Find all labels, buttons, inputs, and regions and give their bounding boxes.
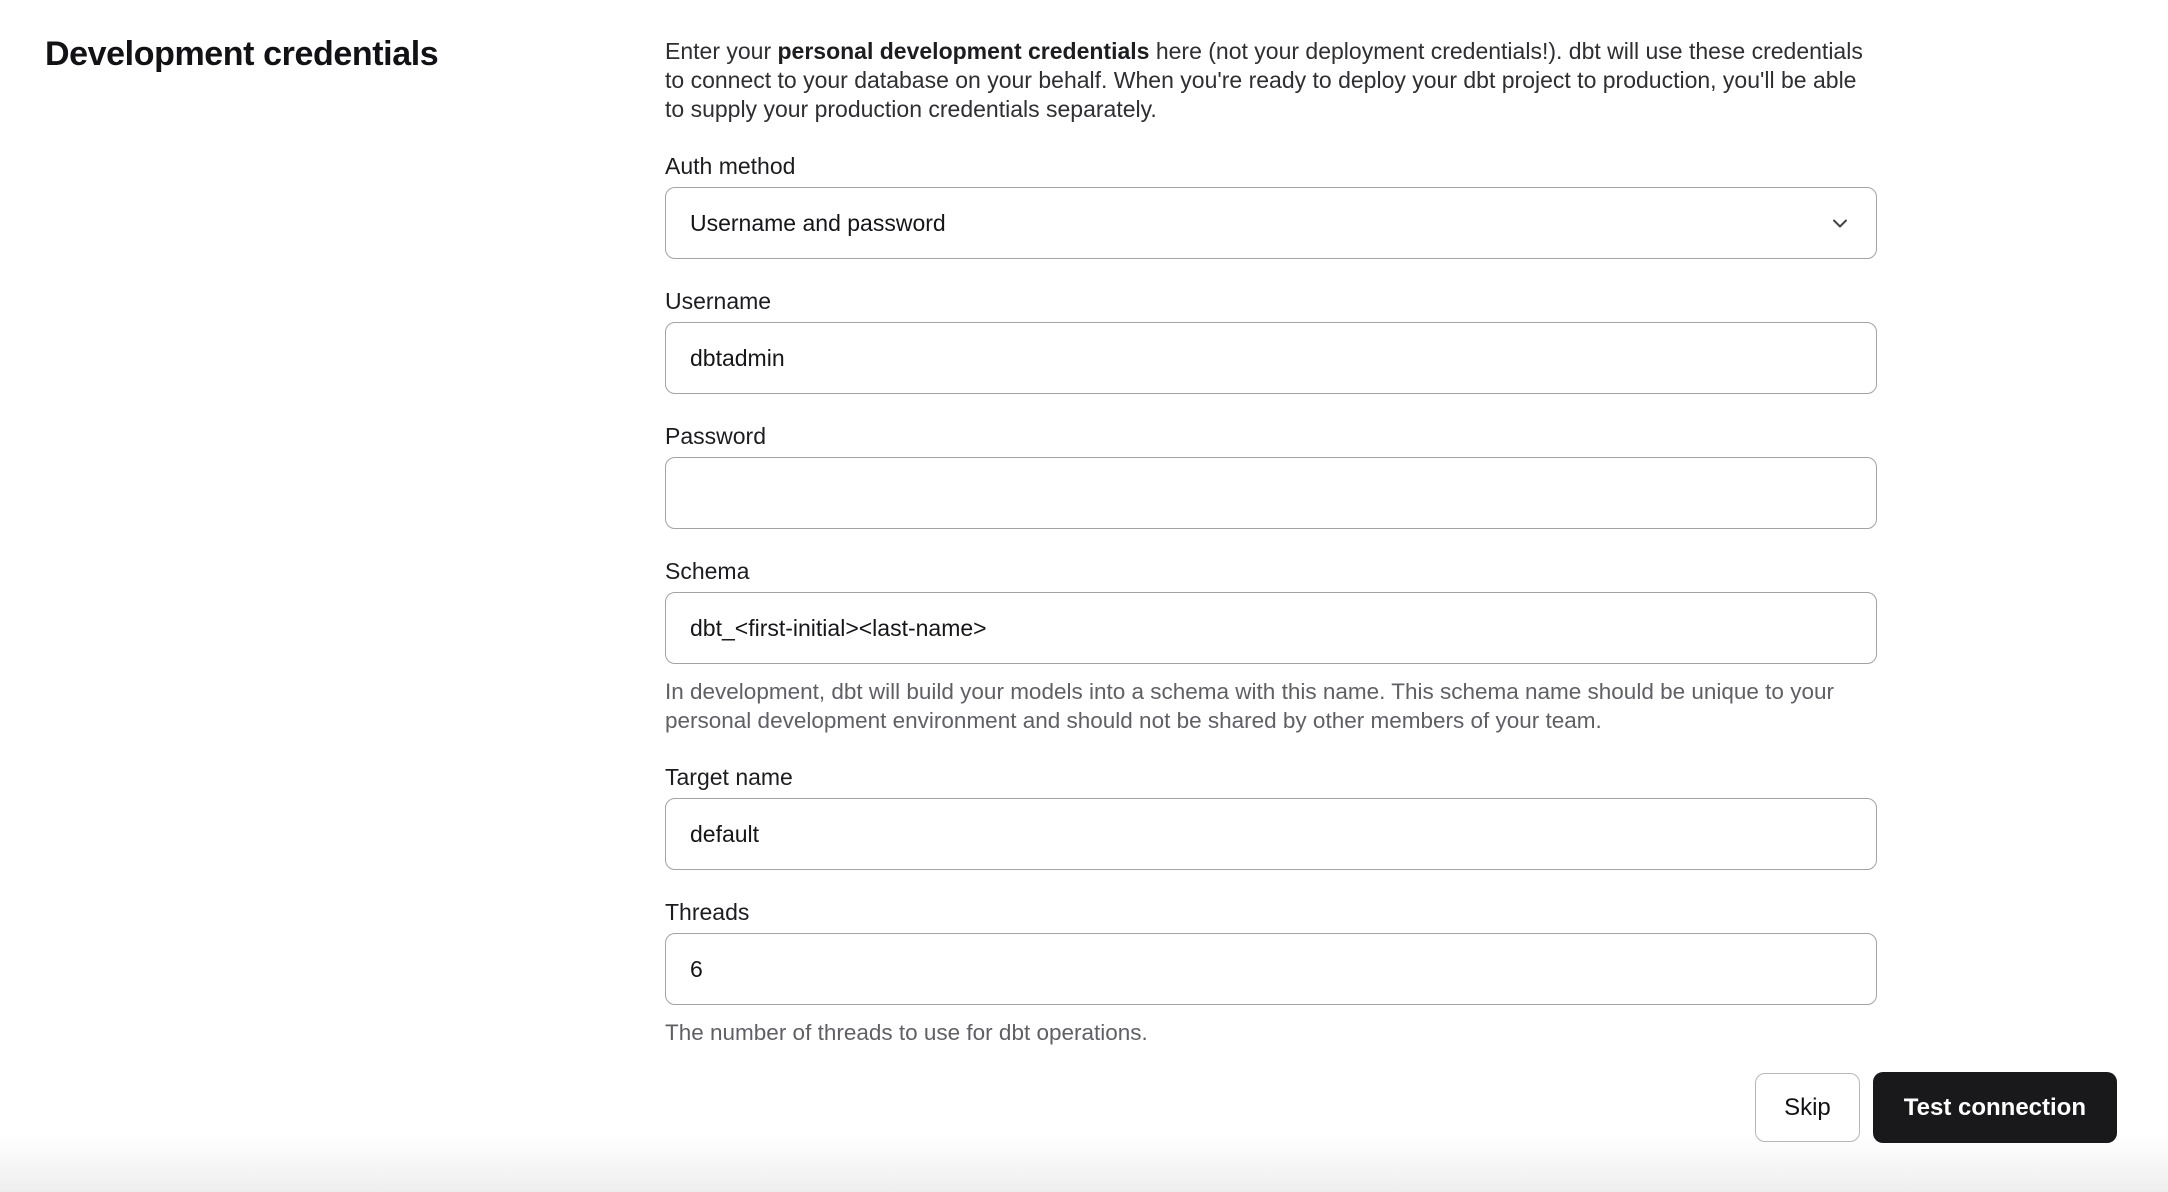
schema-input[interactable] [665,592,1877,664]
password-label: Password [665,423,766,449]
intro-text-suffix: here (not your deployment credentials!). dbt will use these credentials to connect to your database on your behalf. When you're ready to deploy your dbt project to production, you'll be able to supply your production credentials separately. [665,38,1863,122]
threads-input[interactable] [665,933,1877,1005]
threads-help-text: The number of threads to use for dbt operations. [665,1020,1148,1045]
intro-text-bold: personal development credentials [777,38,1150,64]
threads-label: Threads [665,899,750,925]
username-field-group [665,287,1877,394]
footer-actions [1755,1072,2117,1143]
intro-text [665,37,1877,124]
test-connection-button[interactable]: Test connection [1873,1072,2117,1143]
schema-label: Schema [665,558,750,584]
password-field-group [665,422,1877,529]
target-name-label: Target name [665,764,793,790]
intro-text-prefix: Enter your [665,38,778,64]
password-input[interactable] [665,457,1877,529]
threads-field-group [665,898,1877,1047]
target-name-field-group [665,763,1877,870]
schema-field-group [665,557,1877,735]
auth-method-selected-value: Username and password [690,209,946,236]
section-header-column [45,34,665,74]
auth-method-field [665,152,1877,259]
target-name-input[interactable] [665,798,1877,870]
username-label: Username [665,288,772,314]
username-input[interactable] [665,322,1877,394]
auth-method-label: Auth method [665,153,796,179]
chevron-down-icon [1828,211,1852,235]
credentials-form [665,34,1877,1047]
page-title: Development credentials [45,35,439,73]
skip-button[interactable]: Skip [1755,1073,1860,1142]
schema-help-text: In development, dbt will build your models into a schema with this name. This schema name should be unique to your personal development environment and should not be shared by other members of your team. [665,679,1834,733]
auth-method-select[interactable] [665,187,1877,259]
